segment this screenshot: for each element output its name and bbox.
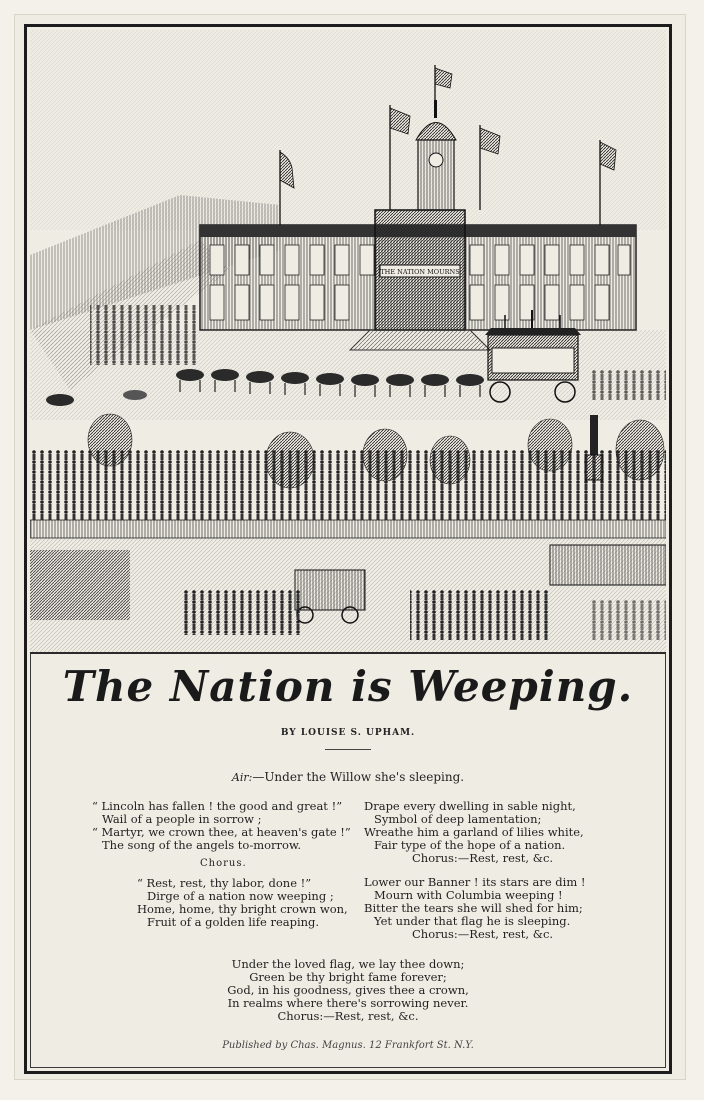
chorus-line: “ Rest, rest, thy labor, done !” [137, 876, 312, 890]
tune-name: —Under the Willow she's sleeping. [252, 770, 465, 784]
chorus-heading [200, 856, 247, 870]
verse-chorus-ref: Chorus:—Rest, rest, &c. [412, 851, 554, 865]
divider-rule [325, 749, 371, 750]
verse-line: “ Martyr, we crown thee, at heaven's gate !” [92, 825, 351, 839]
song-title: The Nation is Weeping. [62, 662, 634, 711]
verse-line: Wreathe him a garland of lilies white, [364, 825, 584, 839]
chorus-line: Home, home, thy bright crown won, [137, 902, 348, 916]
soldiers [90, 305, 200, 365]
verse-line: Lower our Banner ! its stars are dim ! [364, 875, 586, 889]
verse-line: Yet under that flag he is sleeping. [374, 914, 571, 928]
verse-line: Bitter the tears she will shed for him; [364, 901, 583, 915]
verse-line: Symbol of deep lamentation; [374, 812, 542, 826]
verse-line: Under the loved flag, we lay thee down; [231, 957, 465, 971]
engraving-svg [30, 30, 666, 652]
funeral-procession-engraving [30, 30, 666, 654]
verse-line: Wail of a people in sorrow ; [102, 812, 262, 826]
verse-line: Drape every dwelling in sable night, [364, 799, 576, 813]
verse-line: In realms where there's sorrowing never. [227, 996, 469, 1010]
verse-line: God, in his goodness, gives thee a crown, [227, 983, 469, 997]
chorus [137, 877, 348, 929]
verse-line: Fair type of the hope of a nation. [374, 838, 566, 852]
street-scene [30, 538, 666, 652]
verse-chorus-ref: Chorus:—Rest, rest, &c. [277, 1009, 419, 1023]
verse-chorus-ref: Chorus:—Rest, rest, &c. [412, 927, 554, 941]
publisher-imprint: Published by Chas. Magnus. 12 Frankfort St. N.Y. [222, 1040, 474, 1051]
chorus-line: Fruit of a golden life reaping. [147, 915, 320, 929]
verse-line: Green be thy bright fame forever; [249, 970, 447, 984]
verse-line: The song of the angels to-morrow. [102, 838, 302, 852]
verse-2 [364, 800, 584, 865]
tune-label: Air: [231, 771, 253, 784]
verse-line: “ Lincoln has fallen ! the good and great !” [92, 799, 343, 813]
tune-line [30, 770, 666, 784]
author-byline: BY LOUISE S. UPHAM. [280, 728, 416, 738]
verse-4 [30, 958, 666, 1023]
chorus-line: Dirge of a nation now weeping ; [147, 889, 334, 903]
verse-3 [364, 876, 586, 941]
verse-line: Mourn with Columbia weeping ! [374, 888, 563, 902]
verse-1 [92, 800, 351, 852]
chorus-label: Chorus. [200, 858, 247, 869]
banner-text: THE NATION MOURNS [380, 268, 460, 276]
